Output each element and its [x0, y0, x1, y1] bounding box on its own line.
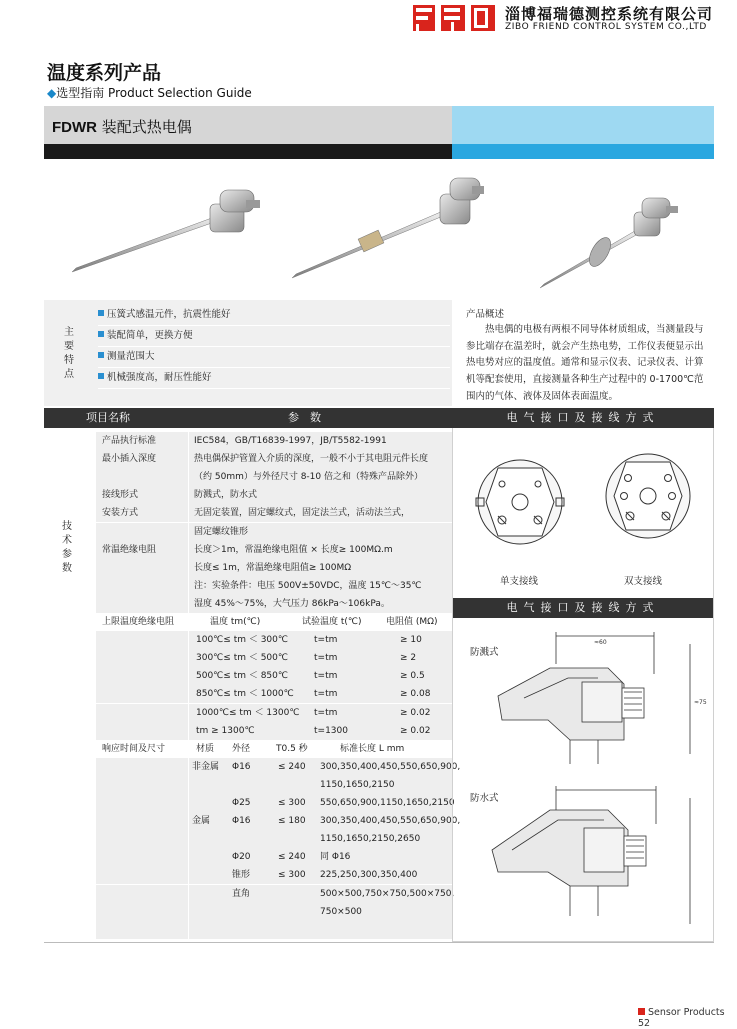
feature-item: 测量范围大 [98, 347, 450, 368]
table-cell: 防溅式，防水式 [194, 490, 258, 501]
feature-item: 压簧式感温元件，抗震性能好 [98, 305, 450, 326]
product-title: FDWR 装配式热电偶 [52, 118, 192, 136]
table-cell: T0.5 秒 [276, 743, 308, 754]
table-row [96, 848, 452, 866]
table-row [96, 776, 452, 794]
overview-title: 产品概述 [466, 309, 505, 320]
subtitle: ◆选型指南 Product Selection Guide [47, 86, 252, 100]
table-cell: Φ16 [232, 816, 251, 827]
bullet-square-icon [98, 310, 104, 316]
table-cell: 上限温度绝缘电阻 [102, 617, 175, 627]
feature-item: 装配简单，更换方便 [98, 326, 450, 347]
table-bottom-line [44, 942, 714, 943]
waterproof-caption: 防水式 [470, 793, 499, 804]
single-wiring-caption: 单支接线 [500, 576, 539, 587]
table-cell: 温度 tm(℃) [210, 617, 261, 627]
table-cell: 金属 [192, 816, 211, 827]
table-cell: 无固定装置，固定螺纹式，固定法兰式，活动法兰式， [194, 508, 411, 519]
table-cell: ≥ 10 [400, 635, 422, 646]
table-cell: 1150,1650,2150 [320, 779, 395, 790]
table-cell: Φ25 [232, 798, 251, 808]
table-cell: 电阻值 (MΩ) [386, 617, 438, 627]
table-cell: 湿度 45%～75%，大气压力 86kPa～106kPa。 [194, 598, 390, 609]
features-list [98, 305, 450, 410]
table-cell: （约 50mm）与外径尺寸 8-10 倍之和（特殊产品除外） [194, 472, 423, 483]
table-cell: 标准长度 L mm [340, 743, 405, 754]
table-cell: 常温绝缘电阻 [102, 544, 157, 555]
tech-params-label: 技术参数 [62, 521, 72, 574]
table-cell: 750×500 [320, 906, 362, 917]
table-cell: 热电偶保护管置入介质的深度，一般不小于其电阻元件长度 [194, 454, 429, 465]
table-row [96, 523, 452, 541]
banner-blue [452, 106, 714, 144]
table-cell: t=tm [314, 671, 338, 682]
table-cell: t=tm [314, 707, 338, 718]
table-cell: 长度≤ 1m，常温绝缘电阻值≥ 100MΩ [194, 562, 352, 573]
mounting-header: 电气接口及接线方式 [452, 598, 714, 618]
bullet-square-icon [98, 352, 104, 358]
column-separator [188, 428, 189, 942]
table-cell: 最小插入深度 [102, 454, 157, 465]
page-title: 温度系列产品 [47, 62, 162, 84]
table-cell: 100℃≤ tm ＜ 300℃ [196, 635, 288, 646]
thermocouple-photo-2 [292, 178, 484, 278]
thermocouple-photo-1 [72, 190, 260, 272]
frd-logo [413, 5, 495, 31]
table-cell: 225,250,300,350,400 [320, 870, 418, 881]
features-label: 主要特点 [64, 327, 74, 380]
table-cell: t=tm [314, 689, 338, 700]
table-cell: 固定螺纹锥形 [194, 526, 249, 537]
table-cell: ≥ 0.08 [400, 689, 431, 700]
overview-text: 热电偶的电极有两根不同导体材质组成，当测量段与参比端存在温差时，就会产生热电势，工作仪表便显示出热电势对应的温度值。通常和显示仪表、记录仪表、计算机等配套使用，直接测量各种生产过程中的 0-1700℃范围内的气体、液体及固体表面温度。 [466, 324, 704, 402]
table-cell: ≤ 240 [278, 761, 306, 772]
table-cell: 300,350,400,450,550,650,900, [320, 816, 461, 827]
table-cell: 非金属 [192, 761, 220, 772]
table-cell: IEC584，GB/T16839-1997，JB/T5582-1991 [194, 436, 387, 446]
table-cell: 接线形式 [102, 490, 139, 501]
splash-proof-caption: 防溅式 [470, 647, 499, 658]
bullet-square-icon [98, 373, 104, 379]
banner-bar-blue [452, 144, 714, 159]
table-cell: 锥形 [232, 870, 251, 881]
diamond-icon: ◆ [47, 86, 57, 100]
table-cell: Φ16 [232, 761, 251, 772]
table-header-item: 项目名称 [86, 411, 130, 424]
company-name-cn: 淄博福瑞德测控系统有限公司 [505, 5, 714, 23]
feature-item [98, 389, 450, 410]
table-cell: 550,650,900,1150,1650,2150 [320, 798, 455, 808]
table-cell: 1150,1650,2150,2650 [320, 834, 421, 845]
table-cell: 500×500,750×750,500×750, [320, 888, 455, 899]
bullet-square-icon [98, 331, 104, 337]
table-cell: 响应时间及尺寸 [102, 743, 166, 754]
table-cell: 试验温度 t(℃) [302, 617, 362, 627]
banner-bar-black [44, 144, 452, 159]
company-name-en: ZIBO FRIEND CONTROL SYSTEM CO.,LTD [505, 22, 707, 32]
table-cell: 300,350,400,450,550,650,900, [320, 761, 461, 772]
table-cell: 外径 [232, 743, 251, 754]
table-cell: 同 Φ16 [320, 852, 351, 863]
right-panel-border [452, 428, 714, 942]
table-row [96, 486, 452, 504]
table-cell: 850℃≤ tm ＜ 1000℃ [196, 689, 294, 700]
red-square-icon [638, 1008, 645, 1015]
table-cell: ≥ 0.02 [400, 707, 431, 718]
table-cell: t=1300 [314, 725, 348, 736]
table-cell: 安装方式 [102, 508, 139, 519]
table-cell: ≥ 0.5 [400, 671, 425, 682]
table-cell: 500℃≤ tm ＜ 850℃ [196, 671, 288, 682]
feature-item: 机械强度高，耐压性能好 [98, 368, 450, 389]
table-cell: 注：实验条件：电压 500V±50VDC，温度 15℃～35℃ [194, 580, 422, 591]
table-cell: ≥ 2 [400, 653, 417, 664]
table-cell: 300℃≤ tm ＜ 500℃ [196, 653, 288, 664]
table-cell: 产品执行标准 [102, 436, 157, 446]
table-cell: ≤ 300 [278, 798, 306, 808]
table-cell: t=tm [314, 653, 338, 664]
table-cell: 1000℃≤ tm ＜ 1300℃ [196, 707, 300, 718]
table-cell: 长度＞1m，常温绝缘电阻值 × 长度≥ 100MΩ.m [194, 544, 393, 555]
table-cell: tm ≥ 1300℃ [196, 725, 255, 736]
double-wiring-caption: 双支接线 [624, 576, 663, 587]
table-header-param: 参 数 [288, 411, 321, 424]
spec-table [44, 428, 461, 942]
table-cell: Φ20 [232, 852, 251, 863]
table-row [96, 722, 452, 740]
wiring-header: 电气接口及接线方式 [452, 408, 714, 428]
table-cell: t=tm [314, 635, 338, 646]
table-cell: ≥ 0.02 [400, 725, 431, 736]
table-cell: 材质 [196, 743, 215, 754]
table-row [96, 903, 452, 921]
table-cell: ≤ 180 [278, 816, 306, 827]
svg-text:≈60: ≈60 [594, 639, 607, 646]
product-photos [60, 168, 700, 290]
table-row [96, 921, 452, 939]
table-cell: 直角 [232, 888, 251, 899]
table-cell: ≤ 300 [278, 870, 306, 881]
svg-text:≈75: ≈75 [694, 699, 707, 706]
footer: Sensor Products 52 [638, 1007, 725, 1029]
table-cell: ≤ 240 [278, 852, 306, 863]
thermocouple-photo-3 [540, 198, 678, 288]
